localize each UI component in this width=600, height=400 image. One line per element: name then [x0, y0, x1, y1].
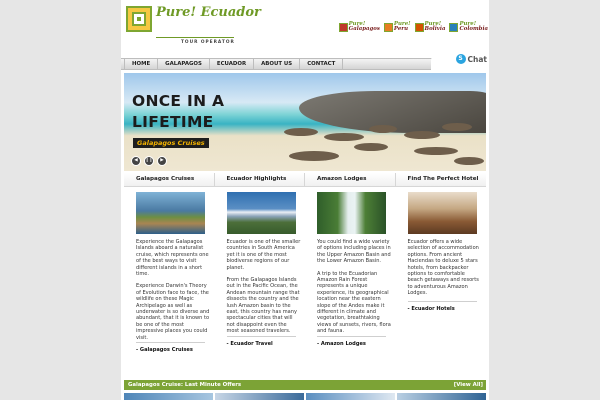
last-minute-title: Galapagos Cruise: Last Minute Offers: [128, 382, 242, 388]
feature-title: Amazon Lodges: [305, 173, 396, 187]
feature-text: [136, 239, 210, 347]
ecuador-hotels-link[interactable]: - Ecuador Hotels: [407, 306, 455, 312]
sister-site-galapagos[interactable]: [339, 20, 381, 34]
feature-hotels: [396, 173, 487, 373]
amazon-lodges-link[interactable]: - Amazon Lodges: [317, 341, 366, 347]
feature-paragraph: Experience the Galapagos Islands aboard a naturalist cruise, which represents one of the best ways to visit different islands in a short time.: [136, 239, 209, 278]
sister-site-peru[interactable]: [384, 20, 412, 34]
feature-paragraph: Experience Darwin's Theory of Evolution face to face, the wildlife on these Magic Archipelago as well as underwater is so diverse and abundant, that it is known to be one of the most impressive places you could visit.: [136, 283, 210, 341]
feature-paragraph: You could find a wide variety of options including places in the Upper Amazon Basin and the Lower Amazon Basin.: [317, 239, 391, 265]
logo-subtitle: TOUR OPERATOR: [181, 40, 235, 45]
hotel-room-photo[interactable]: [408, 192, 477, 234]
sister-site-bolivia[interactable]: [415, 20, 447, 34]
feature-paragraph: Ecuador is one of the smaller countries in South America yet it is one of the most biodiverse regions of our planet.: [226, 239, 301, 271]
ecuador-travel-link[interactable]: - Ecuador Travel: [226, 341, 273, 347]
feature-text: [317, 239, 391, 341]
feature-ecuador: [215, 173, 306, 373]
sister-logo-icon: [384, 23, 393, 32]
amazon-waterfall-photo[interactable]: [317, 192, 386, 234]
sea-lion-shape: [404, 131, 440, 139]
sea-lion-shape: [414, 147, 458, 155]
sea-lion-shape: [284, 128, 318, 136]
header: [121, 0, 489, 58]
sea-lion-shape: [442, 123, 472, 131]
page-container: [121, 0, 489, 400]
feature-title: Galapagos Cruises: [124, 173, 215, 187]
sister-country: Colombia: [459, 26, 488, 32]
sister-logo-icon: [449, 23, 458, 32]
next-icon[interactable]: ▶: [157, 156, 167, 166]
galapagos-photo[interactable]: [136, 192, 205, 234]
feature-amazon: [305, 173, 396, 373]
chat-label: Chat: [467, 54, 487, 64]
feature-paragraph: Ecuador offers a wide selection of accommodation options. From ancient Haciendas to deluxe 5 stars hotels, from backpacker options to comfortable beach getaways and resorts to adventurous Amazon Lodges.: [407, 239, 479, 297]
feature-paragraph: From the Galapagos Islands out in the Pacific Ocean, the Andean mountain range that dissects the country and the lush Amazon basin to the east, this country has many spectacular cities that will not disappoint even the most seasoned travelers.: [226, 277, 300, 335]
hero-title-line1: ONCE IN A: [132, 92, 225, 110]
offer-thumbnail[interactable]: [397, 393, 486, 400]
view-all-link[interactable]: [View All]: [453, 382, 483, 388]
nav-ecuador[interactable]: ECUADOR: [210, 59, 254, 70]
offer-thumbnail[interactable]: [124, 393, 213, 400]
offer-thumbnails: [124, 393, 486, 400]
logo-text: Pure! Ecuador: [156, 5, 261, 20]
sister-logo-icon: [339, 23, 348, 32]
sister-country: Peru: [393, 26, 409, 32]
feature-text: [227, 239, 301, 341]
sister-country: Galapagos: [348, 26, 380, 32]
logo-divider: [156, 37, 234, 38]
nav-contact[interactable]: CONTACT: [300, 59, 343, 70]
nav-galapagos[interactable]: GALAPAGOS: [158, 59, 210, 70]
hero-banner[interactable]: [124, 73, 486, 171]
ecuador-volcano-photo[interactable]: [227, 192, 296, 234]
sea-lion-shape: [454, 157, 484, 165]
pause-icon[interactable]: ❙❙: [144, 156, 154, 166]
sister-brand: Pure!: [348, 21, 366, 27]
slider-controls: [131, 156, 167, 166]
feature-paragraph: A trip to the Ecuadorian Amazon Rain Forest represents a unique experience, its geographical location near the eastern slope of the Andes make it different in climate and vegetation, breathtaking views of sunsets, rivers, flora and fauna.: [317, 270, 391, 335]
hero-badge[interactable]: Galapagos Cruises: [133, 138, 209, 148]
divider: [317, 336, 386, 337]
divider: [408, 301, 477, 302]
feature-text: [408, 239, 482, 303]
sister-site-colombia[interactable]: [449, 20, 489, 34]
site-logo[interactable]: [126, 5, 261, 46]
sea-lion-shape: [289, 151, 339, 161]
sister-country: Bolivia: [424, 26, 446, 32]
feature-columns: [124, 173, 486, 373]
feature-title: Find The Perfect Hotel: [396, 173, 487, 187]
offer-thumbnail[interactable]: [306, 393, 395, 400]
divider: [136, 342, 205, 343]
feature-galapagos: [124, 173, 215, 373]
sister-logo-icon: [415, 23, 424, 32]
sea-lion-shape: [354, 143, 388, 151]
nav-about-us[interactable]: ABOUT US: [254, 59, 300, 70]
last-minute-bar: [124, 380, 486, 390]
offer-thumbnail[interactable]: [215, 393, 304, 400]
sister-brand: Pure!: [424, 21, 442, 27]
sister-sites: [341, 20, 489, 34]
galapagos-cruises-link[interactable]: - Galapagos Cruises: [136, 347, 193, 353]
logo-mark-icon: [126, 6, 152, 32]
feature-title: Ecuador Highlights: [215, 173, 306, 187]
sea-lion-shape: [324, 133, 364, 141]
chat-button[interactable]: [456, 54, 488, 64]
sister-brand: Pure!: [459, 21, 477, 27]
sister-brand: Pure!: [393, 21, 411, 27]
nav-home[interactable]: HOME: [124, 59, 158, 70]
sea-lion-shape: [369, 125, 397, 133]
skype-icon: S: [456, 54, 466, 64]
divider: [227, 336, 296, 337]
hero-title-line2: LIFETIME: [132, 113, 214, 131]
prev-icon[interactable]: ◀: [131, 156, 141, 166]
